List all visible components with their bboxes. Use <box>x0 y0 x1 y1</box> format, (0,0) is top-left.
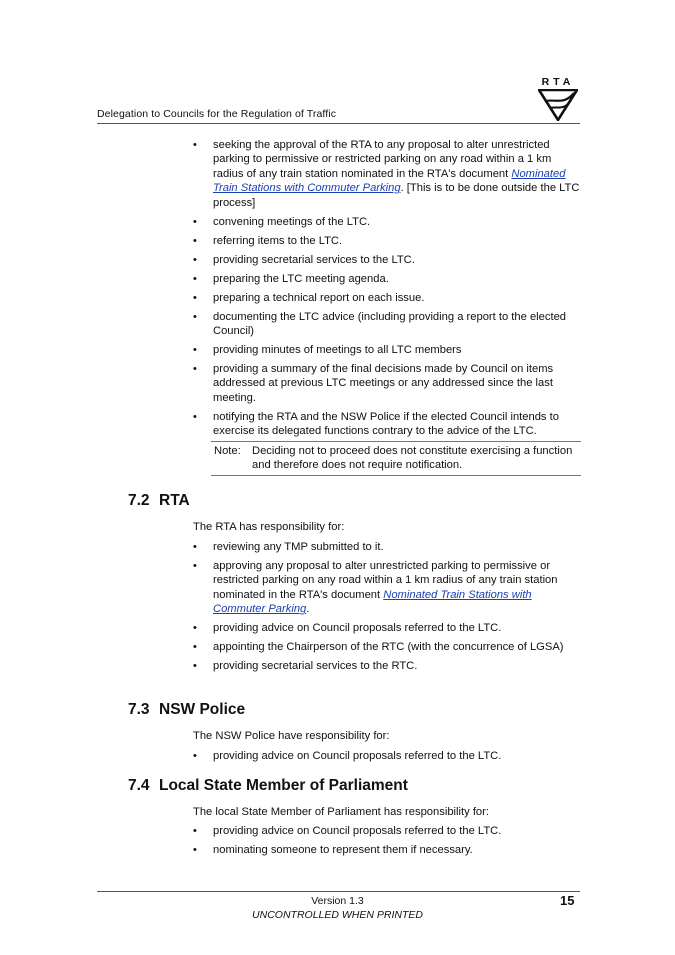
council-responsibilities-list <box>193 138 583 443</box>
list-item <box>193 138 583 210</box>
police-responsibilities-list <box>193 749 583 768</box>
section-title: NSW Police <box>159 701 246 718</box>
footer-divider <box>97 891 580 892</box>
list-item-text: notifying the RTA and the NSW Police if the elected Council intends to exercise its delegated functions contrary to the advice of the LTC. <box>213 410 559 438</box>
list-item-text: preparing a technical report on each issue. <box>213 291 425 304</box>
list-item-text: providing secretarial services to the LTC. <box>213 253 415 266</box>
list-item <box>193 824 583 838</box>
list-item <box>193 540 583 554</box>
list-item-text: . [This is to be done outside the LTC process] <box>213 182 580 209</box>
section-heading-7-2 <box>128 492 190 510</box>
list-item-text: reviewing any TMP submitted to it. <box>213 541 384 553</box>
header-divider <box>97 123 580 124</box>
list-item <box>193 559 583 617</box>
section-intro: The RTA has responsibility for: <box>193 521 345 533</box>
section-number: 7.3 <box>128 701 150 718</box>
list-item <box>193 843 583 857</box>
footer-uncontrolled-notice: UNCONTROLLED WHEN PRINTED <box>252 909 423 921</box>
section-heading-7-3 <box>128 701 245 719</box>
page-number: 15 <box>560 893 575 908</box>
list-item-text: . <box>306 603 310 616</box>
list-item-text: seeking the approval of the RTA to any proposal to alter unrestricted parking to permissive or restricted parking on any road within a 1 km radius of any train station nominated in the RTA's document <box>213 139 552 180</box>
list-item <box>193 749 583 763</box>
list-item <box>193 621 583 635</box>
section-title: RTA <box>159 492 190 509</box>
list-item <box>193 640 583 654</box>
logo-text: RTA <box>541 76 575 88</box>
list-item-text: preparing the LTC meeting agenda. <box>213 272 389 285</box>
list-item-text: providing a summary of the final decisions made by Council on items addressed at previous LTC meetings or any addressed since the last meeting. <box>213 363 554 404</box>
section-title: Local State Member of Parliament <box>159 777 408 794</box>
list-item-text: referring items to the LTC. <box>213 234 343 247</box>
list-item <box>193 291 583 305</box>
list-item <box>193 253 583 267</box>
list-item-text: appointing the Chairperson of the RTC (with the concurrence of LGSA) <box>213 641 564 654</box>
list-item <box>193 410 583 439</box>
section-intro: The local State Member of Parliament has responsibility for: <box>193 806 489 818</box>
list-item-text: approving any proposal to alter unrestricted parking to permissive or restricted parking on any road within a 1 km radius of any train station nominated in the RTA's document <box>213 560 558 601</box>
section-intro: The NSW Police have responsibility for: <box>193 730 390 742</box>
mp-responsibilities-list <box>193 824 583 862</box>
running-header-title: Delegation to Councils for the Regulation of Traffic <box>97 108 337 120</box>
note-box <box>211 441 581 476</box>
note-label: Note: <box>214 445 241 457</box>
document-link[interactable]: Nominated Train Stations with Commuter Parking <box>213 167 566 195</box>
section-number: 7.4 <box>128 777 150 794</box>
list-item <box>193 362 583 405</box>
list-item-text: nominating someone to represent them if necessary. <box>213 844 473 856</box>
list-item-text: providing advice on Council proposals referred to the LTC. <box>213 825 502 837</box>
list-item <box>193 659 583 673</box>
list-item-text: providing secretarial services to the RTC. <box>213 660 418 673</box>
list-item <box>193 272 583 286</box>
footer-version: Version 1.3 <box>311 895 364 907</box>
list-item-text: providing advice on Council proposals referred to the LTC. <box>213 622 502 635</box>
list-item-text: providing advice on Council proposals referred to the LTC. <box>213 750 502 762</box>
rta-responsibilities-list <box>193 540 583 678</box>
note-text: Deciding not to proceed does not constitute exercising a function and therefore does not require notification. <box>252 445 573 472</box>
list-item-text: providing minutes of meetings to all LTC members <box>213 344 462 357</box>
list-item <box>193 234 583 248</box>
list-item-text: documenting the LTC advice (including providing a report to the elected Council) <box>213 310 567 338</box>
rta-triangle-icon <box>538 89 578 121</box>
rta-logo <box>535 76 581 122</box>
document-link[interactable]: Nominated Train Stations with Commuter Parking <box>213 588 532 616</box>
section-heading-7-4 <box>128 777 408 795</box>
list-item <box>193 343 583 357</box>
list-item-text: convening meetings of the LTC. <box>213 215 371 228</box>
list-item <box>193 215 583 229</box>
section-number: 7.2 <box>128 492 150 509</box>
list-item <box>193 310 583 339</box>
